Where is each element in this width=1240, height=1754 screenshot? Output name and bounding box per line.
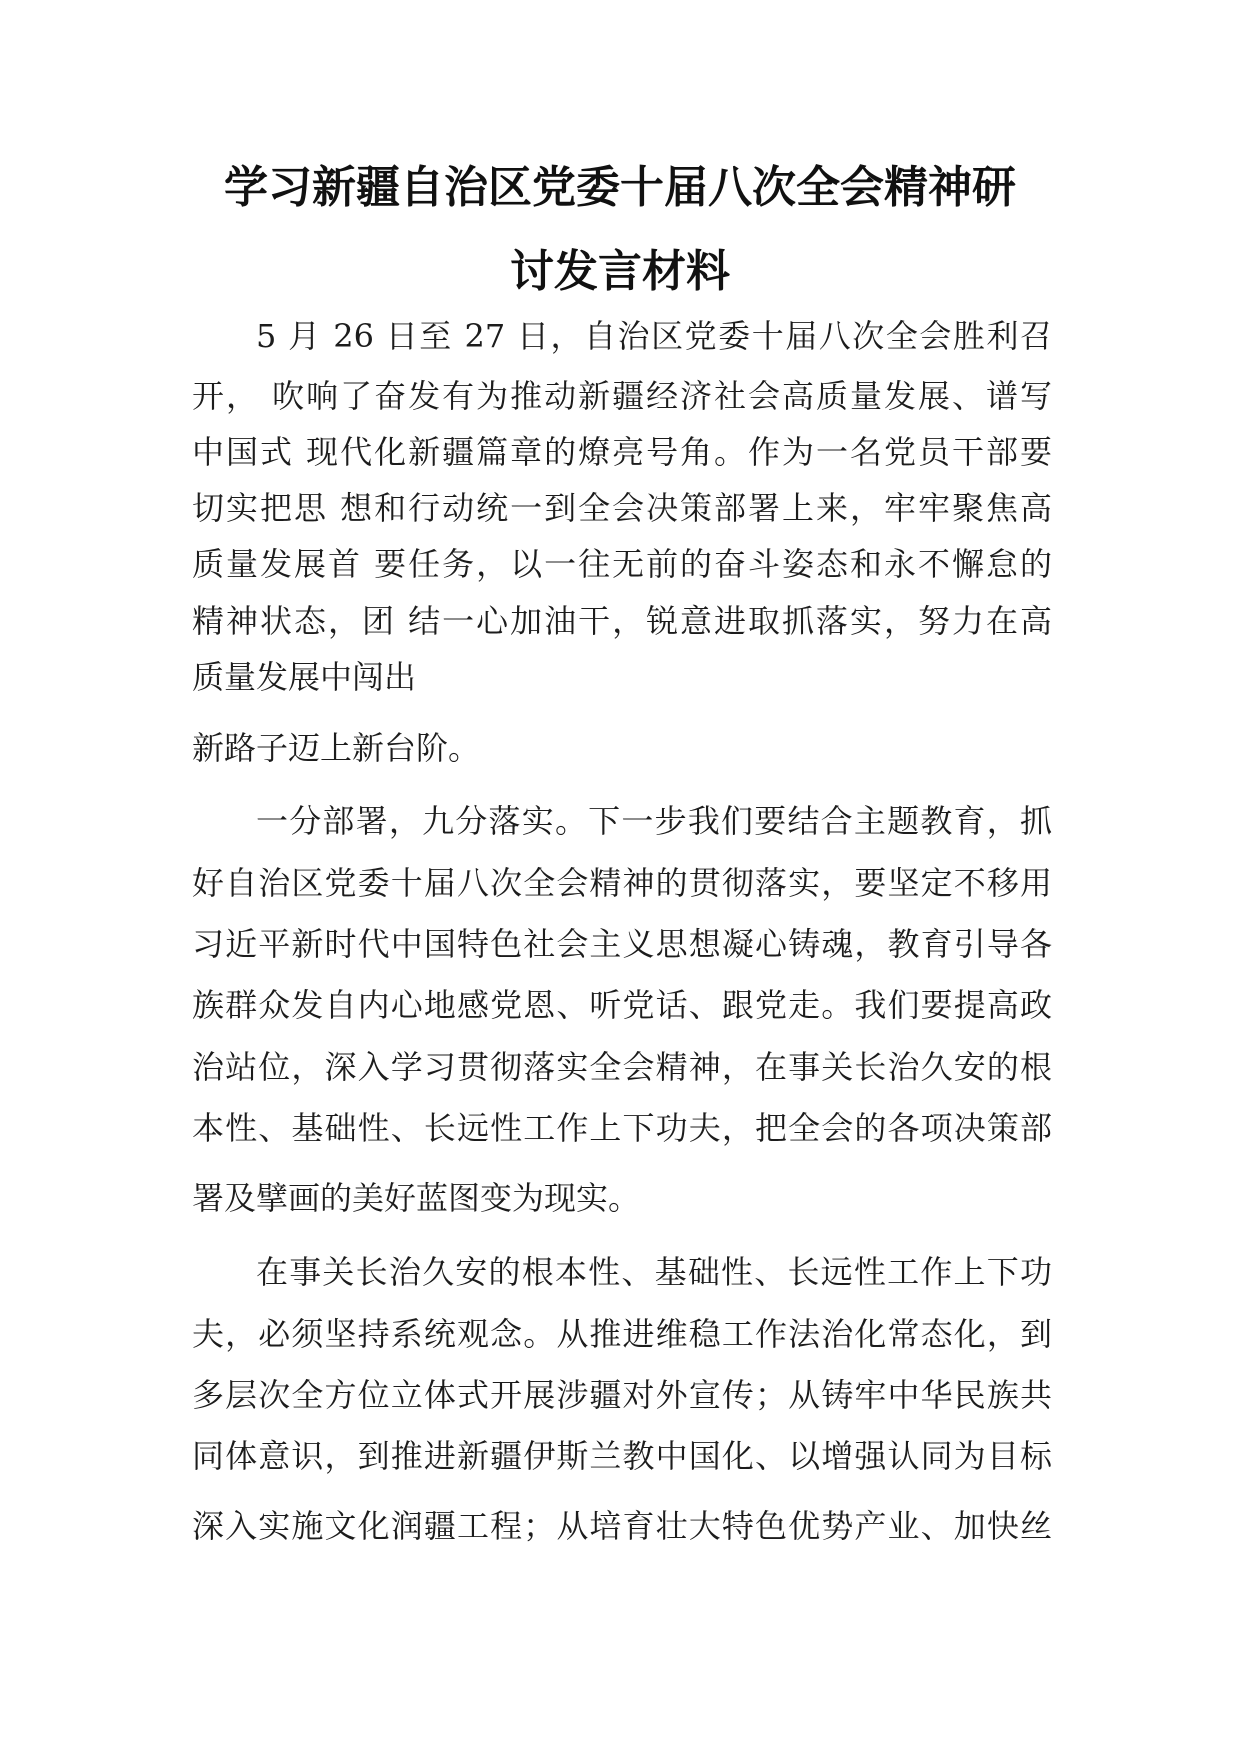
paragraph-1-line-5: 质量发展首 要任务，以一往无前的奋斗姿态和永不懈怠的 — [192, 545, 1052, 583]
paragraph-2-line-1: 一分部署，九分落实。下一步我们要结合主题教育，抓 — [256, 802, 1052, 840]
document-title-line-1: 学习新疆自治区党委十届八次全会精神研 — [224, 162, 1016, 213]
paragraph-3-line-1: 在事关长治久安的根本性、基础性、长远性工作上下功 — [256, 1253, 1052, 1291]
paragraph-1-line-2: 开， 吹响了奋发有为推动新疆经济社会高质量发展、谱写 — [192, 377, 1052, 415]
paragraph-2-line-5: 治站位，深入学习贯彻落实全会精神，在事关长治久安的根 — [192, 1048, 1052, 1086]
paragraph-3-line-4: 同体意识，到推进新疆伊斯兰教中国化、以增强认同为目标 — [192, 1437, 1052, 1475]
paragraph-1-line-7: 质量发展中闯出 — [192, 658, 417, 696]
document-title-line-2: 讨发言材料 — [510, 246, 730, 297]
paragraph-1-line-8: 新路子迈上新台阶。 — [192, 729, 481, 767]
paragraph-1-line-3: 中国式 现代化新疆篇章的燎亮号角。作为一名党员干部要 — [192, 433, 1052, 471]
paragraph-3-line-2: 夫，必须坚持系统观念。从推进维稳工作法治化常态化，到 — [192, 1315, 1052, 1353]
paragraph-3-line-5: 深入实施文化润疆工程；从培育壮大特色优势产业、加快丝 — [192, 1507, 1052, 1545]
paragraph-3-line-3: 多层次全方位立体式开展涉疆对外宣传；从铸牢中华民族共 — [192, 1376, 1052, 1414]
paragraph-2-line-3: 习近平新时代中国特色社会主义思想凝心铸魂，教育引导各 — [192, 925, 1052, 963]
paragraph-1-line-6: 精神状态，团 结一心加油干，锐意进取抓落实，努力在高 — [192, 602, 1052, 640]
paragraph-2-line-2: 好自治区党委十届八次全会精神的贯彻落实，要坚定不移用 — [192, 864, 1052, 902]
paragraph-1-line-4: 切实把思 想和行动统一到全会决策部署上来，牢牢聚焦高 — [192, 489, 1052, 527]
paragraph-2-line-6: 本性、基础性、长远性工作上下功夫，把全会的各项决策部 — [192, 1109, 1052, 1147]
paragraph-2-line-4: 族群众发自内心地感党恩、听党话、跟党走。我们要提高政 — [192, 986, 1052, 1024]
paragraph-2-line-7: 署及擘画的美好蓝图变为现实。 — [192, 1179, 641, 1217]
paragraph-1-line-1: 5 月 26 日至 27 日，自治区党委十届八次全会胜利召 — [256, 317, 1052, 355]
